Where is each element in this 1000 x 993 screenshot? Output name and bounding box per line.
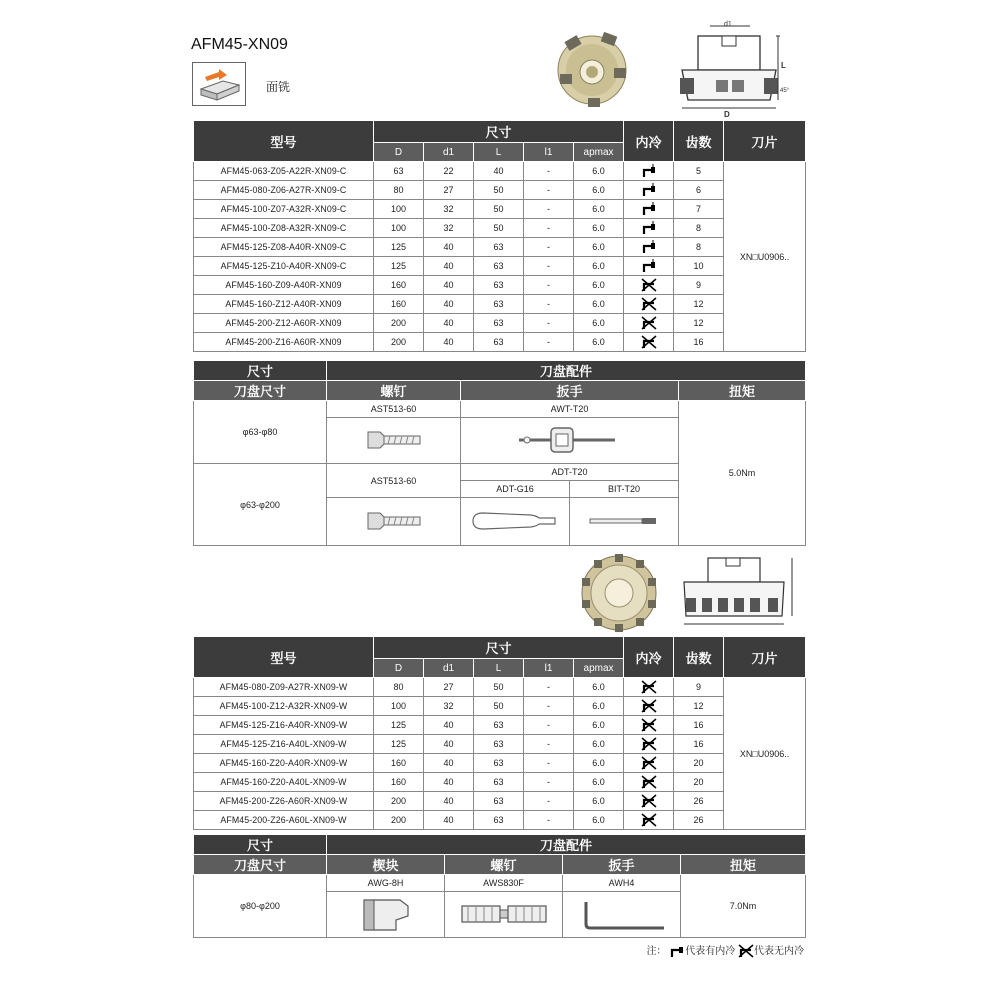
- D-cell: 160: [374, 295, 424, 314]
- drawing-label-L: L: [781, 61, 786, 70]
- col-header-teeth: 齿数: [674, 637, 724, 678]
- l1-cell: -: [524, 295, 574, 314]
- cutter-drawing-w: [672, 548, 802, 639]
- L-cell: 63: [474, 716, 524, 735]
- apmax-cell: 6.0: [574, 295, 624, 314]
- model-cell: AFM45-200-Z26-A60L-XN09-W: [194, 811, 374, 830]
- model-cell: AFM45-160-Z12-A40R-XN09: [194, 295, 374, 314]
- acc2-screw-code: AWS830F: [445, 875, 563, 892]
- col-header-apmax: apmax: [574, 659, 624, 678]
- d1-cell: 40: [424, 811, 474, 830]
- l1-cell: -: [524, 219, 574, 238]
- acc-header-torque: 扭矩: [681, 855, 806, 875]
- table-row: [194, 314, 806, 333]
- model-cell: AFM45-160-Z20-A40L-XN09-W: [194, 773, 374, 792]
- teeth-cell: 10: [674, 257, 724, 276]
- acc-row1-size: φ63-φ80: [194, 401, 327, 464]
- acc-torque-value: 5.0Nm: [679, 401, 806, 546]
- page-title: AFM45-XN09: [191, 36, 288, 53]
- D-cell: 200: [374, 792, 424, 811]
- coolant-yes-icon: [624, 219, 674, 238]
- l1-cell: -: [524, 314, 574, 333]
- col-header-insert: 刀片: [724, 121, 806, 162]
- col-header-size: 尺寸: [374, 637, 624, 659]
- cartridge-screw-image: [445, 892, 563, 938]
- L-cell: 63: [474, 333, 524, 352]
- acc-row2-size: φ63-φ200: [194, 464, 327, 546]
- D-cell: 125: [374, 716, 424, 735]
- model-cell: AFM45-100-Z12-A32R-XN09-W: [194, 697, 374, 716]
- col-header-L: L: [474, 659, 524, 678]
- cutter-photo-c: [552, 28, 632, 115]
- col-header-D: D: [374, 659, 424, 678]
- spec-table-w: [193, 636, 806, 830]
- d1-cell: 32: [424, 200, 474, 219]
- L-cell: 63: [474, 295, 524, 314]
- col-header-d1: d1: [424, 143, 474, 162]
- insert-cell: XN□U0906..: [724, 162, 806, 352]
- handle-image: [461, 498, 570, 546]
- table-row: [194, 792, 806, 811]
- acc-header-wrench: 扳手: [461, 381, 679, 401]
- acc-header-wrench: 扳手: [563, 855, 681, 875]
- acc-row1-wrench-code: AWT-T20: [461, 401, 679, 418]
- D-cell: 80: [374, 181, 424, 200]
- table-row: [194, 697, 806, 716]
- d1-cell: 27: [424, 181, 474, 200]
- apmax-cell: 6.0: [574, 314, 624, 333]
- teeth-cell: 20: [674, 754, 724, 773]
- L-cell: 63: [474, 735, 524, 754]
- col-header-size: 尺寸: [374, 121, 624, 143]
- L-cell: 63: [474, 276, 524, 295]
- table-row: [194, 219, 806, 238]
- model-cell: AFM45-160-Z09-A40R-XN09: [194, 276, 374, 295]
- coolant-no-icon: [624, 792, 674, 811]
- D-cell: 80: [374, 678, 424, 697]
- coolant-no-icon: [624, 773, 674, 792]
- acc-header-parts: 刀盘配件: [327, 361, 806, 381]
- L-cell: 63: [474, 238, 524, 257]
- l1-cell: -: [524, 257, 574, 276]
- table-row: [194, 276, 806, 295]
- coolant-no-icon: [624, 333, 674, 352]
- table-row: [194, 333, 806, 352]
- l1-cell: -: [524, 716, 574, 735]
- accessory-table-w: [193, 834, 806, 938]
- coolant-yes-icon: [624, 162, 674, 181]
- table-row: [194, 200, 806, 219]
- d1-cell: 22: [424, 162, 474, 181]
- col-header-model: 型号: [194, 121, 374, 162]
- acc-header-torque: 扭矩: [679, 381, 806, 401]
- table-row: [194, 678, 806, 697]
- acc-header-body-size: 刀盘尺寸: [194, 381, 327, 401]
- table-row: [194, 238, 806, 257]
- teeth-cell: 26: [674, 792, 724, 811]
- col-header-coolant: 内冷: [624, 637, 674, 678]
- model-cell: AFM45-100-Z08-A32R-XN09-C: [194, 219, 374, 238]
- model-cell: AFM45-160-Z20-A40R-XN09-W: [194, 754, 374, 773]
- apmax-cell: 6.0: [574, 333, 624, 352]
- l1-cell: -: [524, 678, 574, 697]
- teeth-cell: 6: [674, 181, 724, 200]
- acc-header-size: 尺寸: [194, 835, 327, 855]
- D-cell: 100: [374, 219, 424, 238]
- torx-key-image: [461, 418, 679, 464]
- teeth-cell: 8: [674, 219, 724, 238]
- col-header-d1: d1: [424, 659, 474, 678]
- coolant-no-icon: [738, 944, 754, 958]
- model-cell: AFM45-080-Z09-A27R-XN09-W: [194, 678, 374, 697]
- d1-cell: 40: [424, 314, 474, 333]
- face-milling-icon: [192, 62, 246, 106]
- D-cell: 100: [374, 697, 424, 716]
- coolant-no-icon: [624, 811, 674, 830]
- apmax-cell: 6.0: [574, 276, 624, 295]
- col-header-l1: l1: [524, 143, 574, 162]
- apmax-cell: 6.0: [574, 735, 624, 754]
- teeth-cell: 20: [674, 773, 724, 792]
- d1-cell: 27: [424, 678, 474, 697]
- model-cell: AFM45-125-Z16-A40R-XN09-W: [194, 716, 374, 735]
- l1-cell: -: [524, 181, 574, 200]
- coolant-no-icon: [624, 754, 674, 773]
- apmax-cell: 6.0: [574, 754, 624, 773]
- L-cell: 50: [474, 181, 524, 200]
- d1-cell: 40: [424, 276, 474, 295]
- col-header-teeth: 齿数: [674, 121, 724, 162]
- apmax-cell: 6.0: [574, 200, 624, 219]
- l1-cell: -: [524, 162, 574, 181]
- l1-cell: -: [524, 792, 574, 811]
- coolant-yes-icon: [624, 181, 674, 200]
- table-row: [194, 181, 806, 200]
- D-cell: 160: [374, 754, 424, 773]
- coolant-yes-icon: [669, 944, 685, 958]
- drawing-label-angle: 45°: [780, 88, 790, 94]
- operation-label: 面铣: [266, 80, 291, 94]
- acc-header-screw: 螺钉: [445, 855, 563, 875]
- table-row: [194, 162, 806, 181]
- coolant-yes-icon: [624, 238, 674, 257]
- acc-header-body-size: 刀盘尺寸: [194, 855, 327, 875]
- insert-cell: XN□U0906..: [724, 678, 806, 830]
- spec-table-c: [193, 120, 806, 352]
- screw-image: [327, 498, 461, 546]
- acc-header-screw: 螺钉: [327, 381, 461, 401]
- d1-cell: 32: [424, 697, 474, 716]
- L-cell: 50: [474, 200, 524, 219]
- apmax-cell: 6.0: [574, 181, 624, 200]
- table-row: [194, 295, 806, 314]
- model-cell: AFM45-125-Z16-A40L-XN09-W: [194, 735, 374, 754]
- screw-image: [327, 418, 461, 464]
- coolant-legend: [646, 942, 804, 958]
- apmax-cell: 6.0: [574, 716, 624, 735]
- coolant-no-icon: [624, 314, 674, 333]
- acc2-wrench-code: AWH4: [563, 875, 681, 892]
- acc-row2-bit-code: BIT-T20: [570, 481, 679, 498]
- teeth-cell: 16: [674, 716, 724, 735]
- D-cell: 200: [374, 333, 424, 352]
- col-header-l1: l1: [524, 659, 574, 678]
- table-row: [194, 773, 806, 792]
- coolant-no-icon: [624, 716, 674, 735]
- coolant-no-icon: [624, 697, 674, 716]
- model-cell: AFM45-100-Z07-A32R-XN09-C: [194, 200, 374, 219]
- l1-cell: -: [524, 811, 574, 830]
- teeth-cell: 9: [674, 678, 724, 697]
- D-cell: 63: [374, 162, 424, 181]
- teeth-cell: 12: [674, 697, 724, 716]
- model-cell: AFM45-200-Z16-A60R-XN09: [194, 333, 374, 352]
- note-with-coolant: 代表有内冷: [685, 946, 736, 957]
- cutter-photo-w: [578, 552, 660, 639]
- L-cell: 63: [474, 257, 524, 276]
- apmax-cell: 6.0: [574, 678, 624, 697]
- D-cell: 100: [374, 200, 424, 219]
- coolant-yes-icon: [624, 200, 674, 219]
- D-cell: 200: [374, 811, 424, 830]
- d1-cell: 32: [424, 219, 474, 238]
- table-row: [194, 754, 806, 773]
- apmax-cell: 6.0: [574, 792, 624, 811]
- apmax-cell: 6.0: [574, 697, 624, 716]
- col-header-coolant: 内冷: [624, 121, 674, 162]
- L-cell: 50: [474, 697, 524, 716]
- l1-cell: -: [524, 697, 574, 716]
- d1-cell: 40: [424, 333, 474, 352]
- L-cell: 63: [474, 811, 524, 830]
- d1-cell: 40: [424, 773, 474, 792]
- table-row: [194, 716, 806, 735]
- model-cell: AFM45-200-Z12-A60R-XN09: [194, 314, 374, 333]
- acc-row2-handle-code: ADT-G16: [461, 481, 570, 498]
- teeth-cell: 7: [674, 200, 724, 219]
- acc-row2-wrench-code: ADT-T20: [461, 464, 679, 481]
- coolant-yes-icon: [624, 257, 674, 276]
- note-prefix: 注：: [646, 946, 667, 957]
- d1-cell: 40: [424, 735, 474, 754]
- model-cell: AFM45-200-Z26-A60R-XN09-W: [194, 792, 374, 811]
- cutter-drawing-c: [668, 20, 804, 125]
- coolant-no-icon: [624, 735, 674, 754]
- teeth-cell: 8: [674, 238, 724, 257]
- d1-cell: 40: [424, 792, 474, 811]
- acc-header-parts: 刀盘配件: [327, 835, 806, 855]
- teeth-cell: 16: [674, 735, 724, 754]
- apmax-cell: 6.0: [574, 162, 624, 181]
- acc2-size: φ80-φ200: [194, 875, 327, 938]
- col-header-insert: 刀片: [724, 637, 806, 678]
- table-row: [194, 811, 806, 830]
- apmax-cell: 6.0: [574, 219, 624, 238]
- teeth-cell: 16: [674, 333, 724, 352]
- apmax-cell: 6.0: [574, 773, 624, 792]
- drawing-label-D: D: [724, 110, 730, 119]
- acc-header-cartridge: 楔块: [327, 855, 445, 875]
- D-cell: 125: [374, 735, 424, 754]
- l1-cell: -: [524, 200, 574, 219]
- l1-cell: -: [524, 754, 574, 773]
- d1-cell: 40: [424, 257, 474, 276]
- L-cell: 50: [474, 678, 524, 697]
- model-cell: AFM45-125-Z08-A40R-XN09-C: [194, 238, 374, 257]
- d1-cell: 40: [424, 295, 474, 314]
- l1-cell: -: [524, 238, 574, 257]
- L-cell: 63: [474, 314, 524, 333]
- col-header-L: L: [474, 143, 524, 162]
- L-cell: 50: [474, 219, 524, 238]
- l1-cell: -: [524, 773, 574, 792]
- coolant-no-icon: [624, 678, 674, 697]
- D-cell: 160: [374, 276, 424, 295]
- model-cell: AFM45-125-Z10-A40R-XN09-C: [194, 257, 374, 276]
- d1-cell: 40: [424, 716, 474, 735]
- acc2-torque-value: 7.0Nm: [681, 875, 806, 938]
- table-row: [194, 735, 806, 754]
- hex-key-image: [563, 892, 681, 938]
- model-cell: AFM45-063-Z05-A22R-XN09-C: [194, 162, 374, 181]
- teeth-cell: 9: [674, 276, 724, 295]
- teeth-cell: 5: [674, 162, 724, 181]
- acc-header-size: 尺寸: [194, 361, 327, 381]
- teeth-cell: 12: [674, 295, 724, 314]
- cartridge-image: [327, 892, 445, 938]
- L-cell: 40: [474, 162, 524, 181]
- col-header-D: D: [374, 143, 424, 162]
- teeth-cell: 26: [674, 811, 724, 830]
- teeth-cell: 12: [674, 314, 724, 333]
- D-cell: 125: [374, 238, 424, 257]
- coolant-no-icon: [624, 276, 674, 295]
- col-header-apmax: apmax: [574, 143, 624, 162]
- acc-row2-screw-code: AST513-60: [327, 464, 461, 498]
- col-header-model: 型号: [194, 637, 374, 678]
- model-cell: AFM45-080-Z06-A27R-XN09-C: [194, 181, 374, 200]
- drawing-label-d1: d1: [724, 21, 732, 28]
- l1-cell: -: [524, 276, 574, 295]
- apmax-cell: 6.0: [574, 811, 624, 830]
- note-without-coolant: 代表无内冷: [754, 946, 804, 957]
- accessory-table-c: [193, 360, 806, 546]
- d1-cell: 40: [424, 238, 474, 257]
- l1-cell: -: [524, 735, 574, 754]
- apmax-cell: 6.0: [574, 238, 624, 257]
- D-cell: 160: [374, 773, 424, 792]
- bit-image: [570, 498, 679, 546]
- coolant-no-icon: [624, 295, 674, 314]
- acc2-cartridge-code: AWG-8H: [327, 875, 445, 892]
- L-cell: 63: [474, 773, 524, 792]
- d1-cell: 40: [424, 754, 474, 773]
- L-cell: 63: [474, 792, 524, 811]
- apmax-cell: 6.0: [574, 257, 624, 276]
- D-cell: 125: [374, 257, 424, 276]
- D-cell: 200: [374, 314, 424, 333]
- acc-row1-screw-code: AST513-60: [327, 401, 461, 418]
- table-row: [194, 257, 806, 276]
- L-cell: 63: [474, 754, 524, 773]
- l1-cell: -: [524, 333, 574, 352]
